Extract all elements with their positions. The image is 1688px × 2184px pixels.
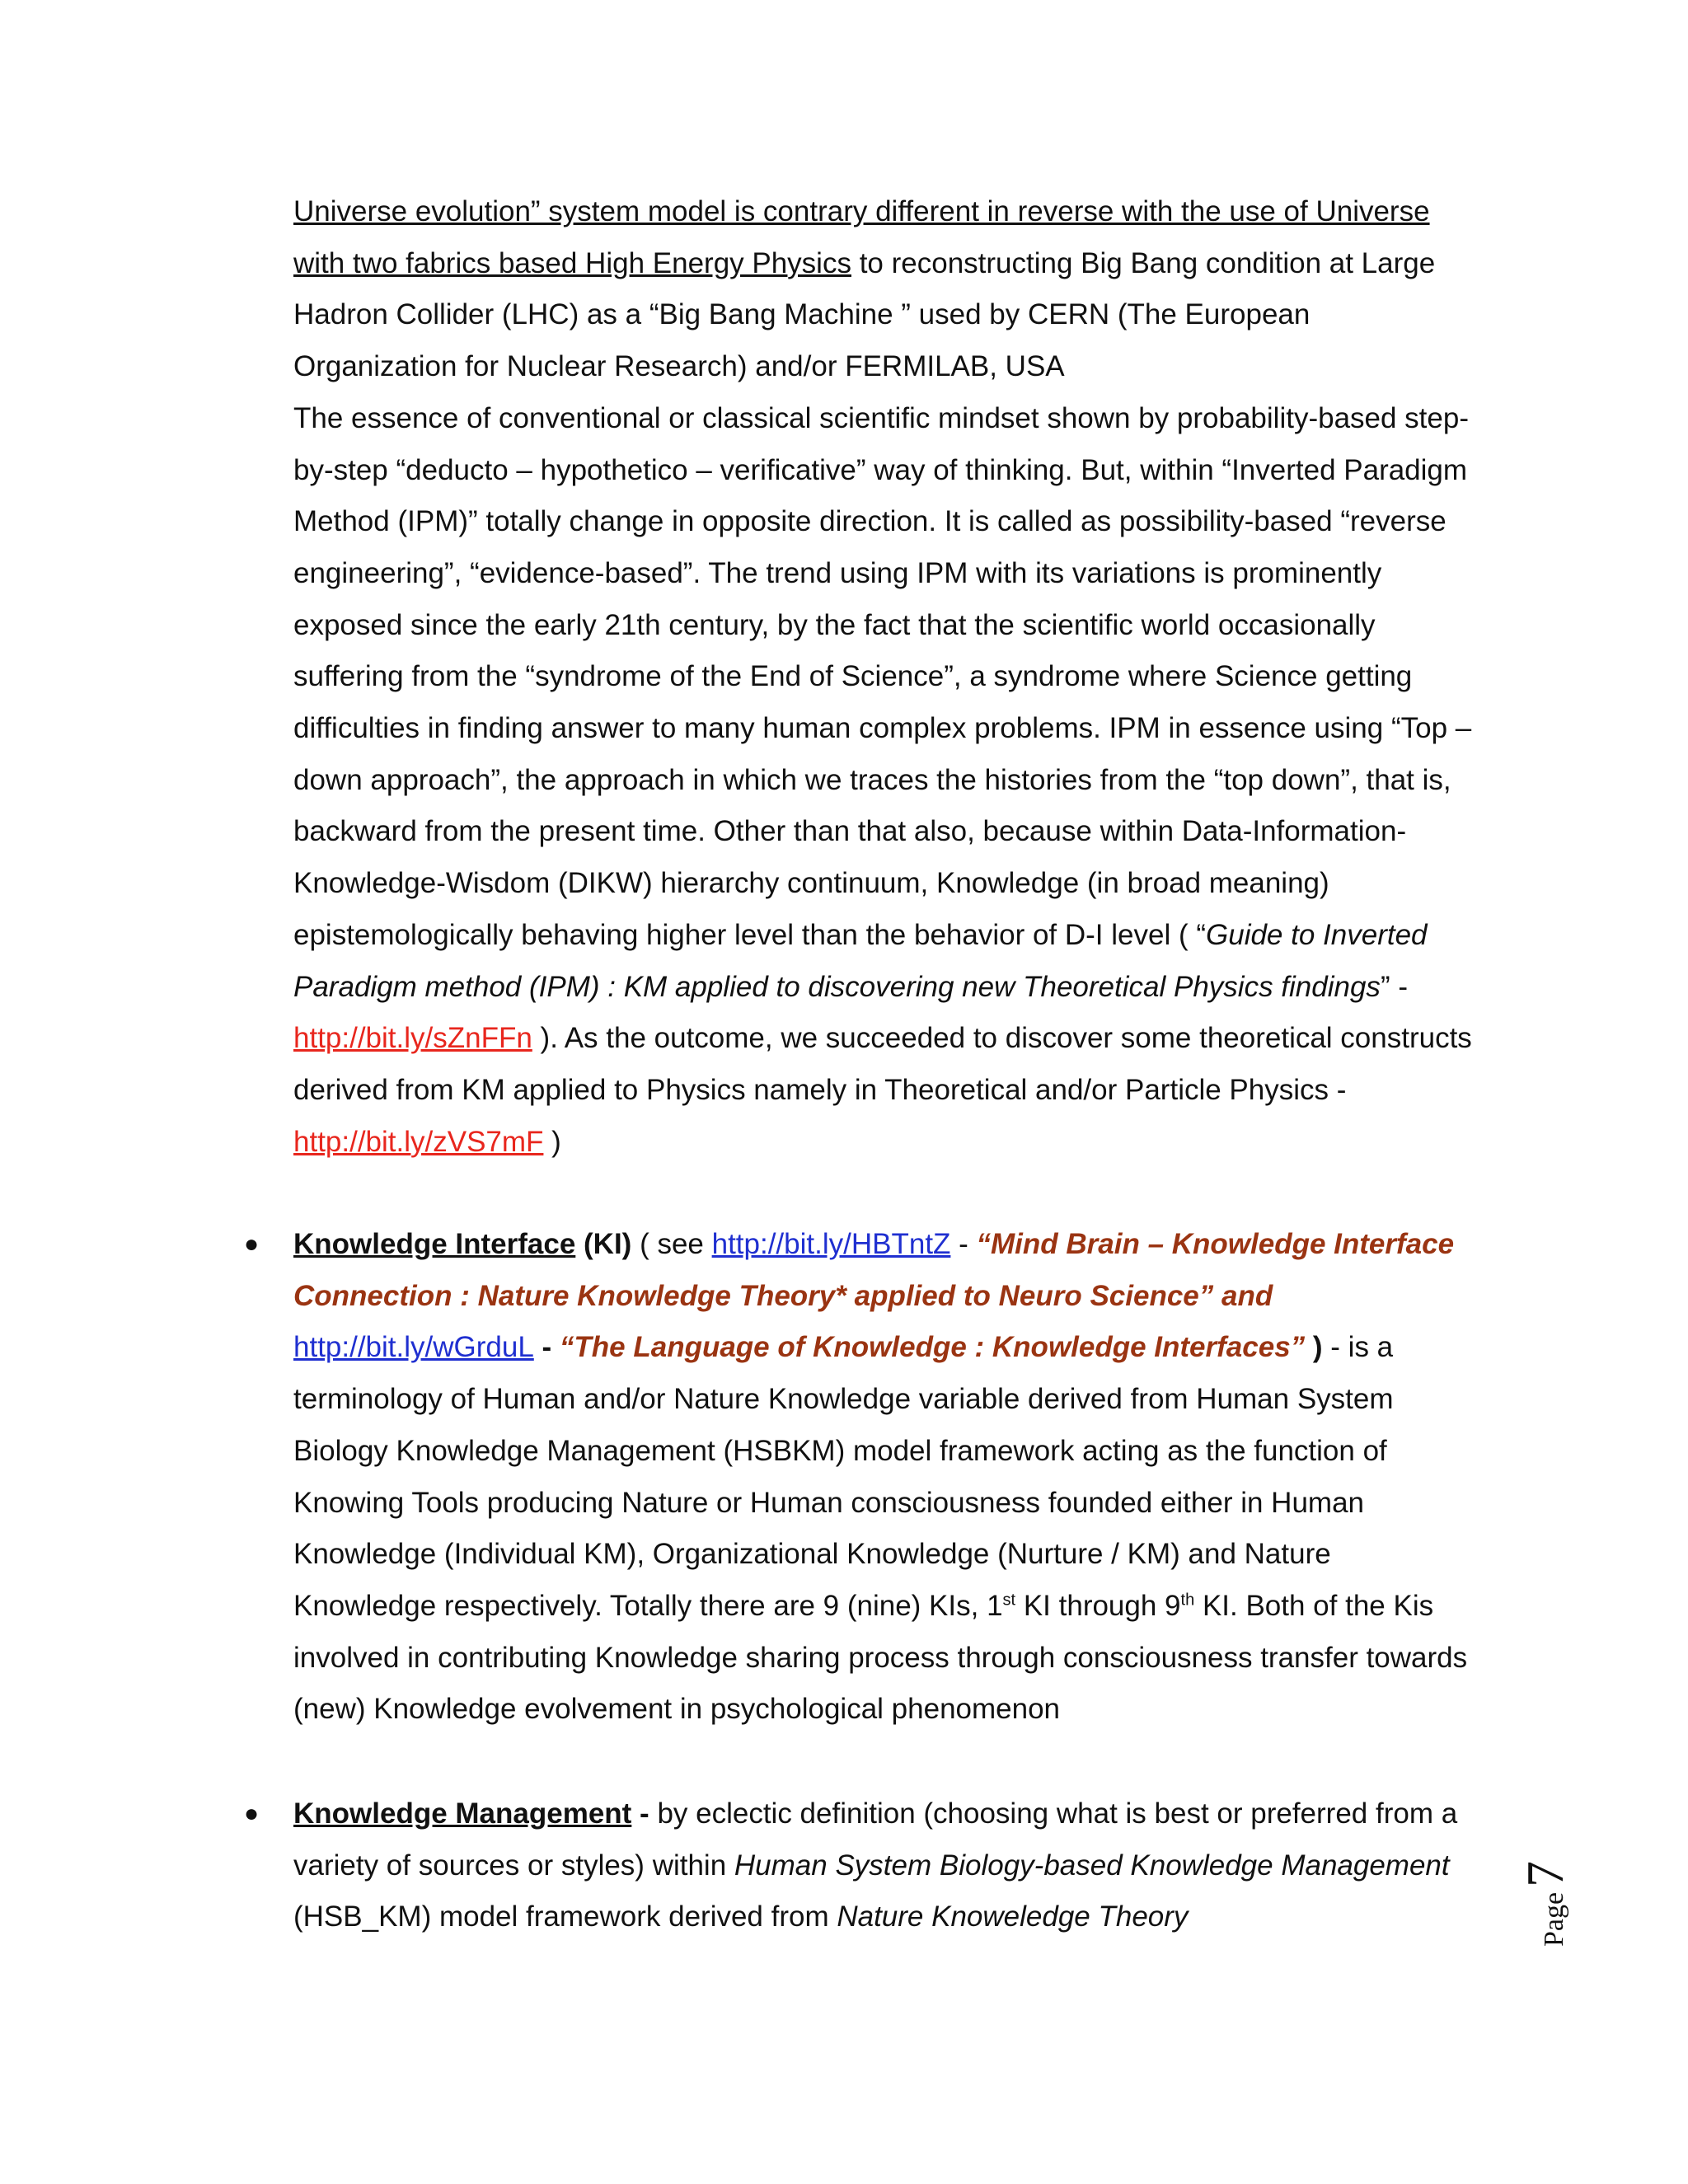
link-hbtntz[interactable]: http://bit.ly/HBTntZ [711,1228,951,1260]
term-knowledge-management: Knowledge Management [293,1797,632,1830]
body-text: by eclectic definition (choosing what is best or preferred from a variety of sources or styles) within [293,1797,1458,1882]
link-zvs7mf[interactable]: http://bit.ly/zVS7mF [293,1125,544,1158]
page-number-value: 7 [1516,1860,1574,1887]
body-text: (HSB_KM) model framework derived from [293,1900,837,1933]
body-text: KI. Both of the Kis involved in contributing Knowledge sharing process through consciousness transfer towards (new) Knowledge evolvement in psychological phenomenon [293,1589,1468,1726]
body-text: ) [543,1125,561,1158]
body-text: - [533,1331,560,1364]
term-knowledge-interface: Knowledge Interface [293,1228,576,1260]
reference-title-language-of-knowledge: “The Language of Knowledge : Knowledge Interfaces” [559,1331,1306,1364]
body-text: - [950,1228,977,1260]
body-text: to reconstructing Big Bang condition at Large Hadron Collider (LHC) as a “Big Bang Machine ” used by CERN (The European Organization for Nuclear Research) and/or FERMILAB, USA [293,246,1436,383]
body-text: ) [1305,1331,1323,1364]
bullet-marker: ● [244,1230,260,1258]
paragraph-knowledge-interface [293,1219,1472,1736]
link-wgrdul[interactable]: http://bit.ly/wGrduL [293,1331,534,1364]
paragraph-ipm [293,186,1472,1168]
italic-text: Human System Biology-based Knowledge Management [734,1849,1450,1882]
term-abbreviation: (KI) [575,1228,632,1260]
page-number [1515,1821,1630,1986]
body-text: - [631,1797,658,1830]
paragraph-knowledge-management [293,1788,1472,1943]
body-text: - is a terminology of Human and/or Nature Knowledge variable derived from Human System Biology Knowledge Management (HSBKM) model framework acting as the function of Knowing Tools producing Nature or Human consciousness founded either in Human Knowledge (Individual KM), Organizational Knowledge (Nurture / KM) and Nature Knowledge respectively. Totally there are 9 (nine) KIs, 1 [293,1331,1394,1622]
body-text: The essence of conventional or classical scientific mindset shown by probability-based step-by-step “deducto – hypothetico – verificative” way of thinking. But, within “Inverted Paradigm Method (IPM)” totally change in opposite direction. It is called as possibility-based “reverse engineering”, “evidence-based”. The trend using IPM with its variations is prominently exposed since the early 21th century, by the fact that the scientific world occasionally suffering from the “syndrome of the End of Science”, a syndrome where Science getting difficulties in finding answer to many human complex problems. IPM in essence using “Top – down approach”, the approach in which we traces the histories from the “top down”, that is, backward from the present time. Other than that also, because within Data-Information-Knowledge-Wisdom (DIKW) hierarchy continuum, Knowledge (in broad meaning) epistemologically behaving higher level than the behavior of D-I level ( “ [293,401,1472,951]
superscript: th [1180,1591,1195,1610]
underlined-text: Universe evolution” system model is contrary different in reverse with the use of Universe with two fabrics based High Energy Physics [293,195,1430,279]
superscript: st [1002,1591,1016,1610]
link-sznffn[interactable]: http://bit.ly/sZnFFn [293,1022,532,1055]
italic-text: Nature Knoweledge Theory [837,1900,1189,1933]
page-label: Page [1539,1891,1569,1947]
italic-title: Guide to Inverted Paradigm method (IPM) : KM applied to discovering new Theoretical Physics findings [293,918,1428,1003]
body-text: ). As the outcome, we succeeded to discover some theoretical constructs derived from KM applied to Physics namely in Theoretical and/or Particle Physics - [293,1022,1472,1106]
body-text: ( see [631,1228,712,1260]
body-text: KI through 9 [1015,1589,1181,1622]
bullet-marker: ● [244,1800,260,1827]
body-text: ” - [1380,970,1408,1003]
reference-title-mind-brain: “Mind Brain – Knowledge Interface Connection : Nature Knowledge Theory* applied to Neuro Science” and [293,1228,1455,1312]
